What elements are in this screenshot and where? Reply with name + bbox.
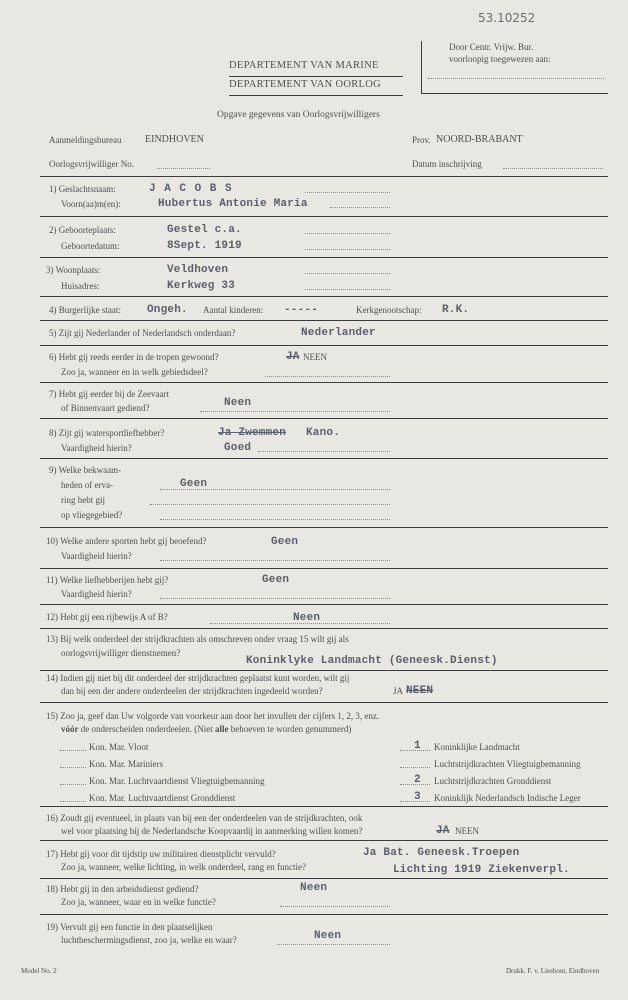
- divider-5: [40, 345, 608, 346]
- q17-label-a: 17) Hebt gij voor dit tijdstip uw militairen dienstplicht vervuld?: [46, 849, 276, 859]
- q3-label-a: 3) Woonplaats:: [46, 265, 101, 275]
- divider-13: [40, 670, 608, 671]
- q15-left-dots-2: [60, 784, 86, 785]
- q10-label-b: Vaardigheid hierin?: [61, 551, 132, 561]
- q11-dots: [160, 598, 390, 599]
- divider-17: [40, 878, 608, 879]
- q14-label-b: dan bij een der andere onderdeelen der strijdkrachten ingedeeld worden?: [61, 686, 323, 696]
- q14-struck: NEEN: [406, 685, 434, 697]
- q19-label-a: 19) Vervult gij een functie in den plaatselijken: [46, 922, 213, 932]
- box-line-2: voorloopig toegewezen aan:: [449, 54, 551, 64]
- q15-right-option-1: Luchtstrijdkrachten Vliegtuigbemanning: [434, 759, 581, 769]
- box-left-border: [421, 41, 422, 93]
- q11-value: Geen: [262, 574, 290, 586]
- q18-value: Neen: [300, 882, 328, 894]
- q19-value: Neen: [314, 930, 342, 942]
- q9-label-b: heden of erva-: [61, 480, 113, 490]
- q15-right-dots-1: [400, 767, 430, 768]
- q6-value: NEEN: [303, 352, 327, 362]
- q2-dots-a: [305, 233, 390, 234]
- q15-left-dots-0: [60, 750, 86, 751]
- q2-value-b: 8Sept. 1919: [167, 240, 242, 252]
- archive-number: 53.10252: [478, 11, 536, 25]
- q19-label-b: luchtbeschermingsdienst, zoo ja, welke en waar?: [61, 935, 237, 945]
- divider-0: [40, 176, 608, 177]
- q3-dots-b: [305, 289, 390, 290]
- divider-9: [40, 527, 608, 528]
- q8-value-b: Goed: [224, 442, 252, 454]
- bureau-value: EINDHOVEN: [145, 134, 204, 145]
- q9-dots-b: [150, 504, 390, 505]
- q16-value: NEEN: [455, 826, 479, 836]
- q16-struck: JA: [436, 825, 450, 837]
- q4-value-a: Ongeh.: [147, 304, 188, 316]
- q15-right-option-3: Koninklijk Nederlandsch Indische Leger: [434, 793, 581, 803]
- q15-left-option-1: Kon. Mar. Mariniers: [89, 759, 163, 769]
- divider-7: [40, 418, 608, 419]
- q15-label-b: [61, 724, 351, 735]
- date-dots: [503, 168, 603, 169]
- q4-value-b: -----: [284, 304, 319, 316]
- q14-label-a: 14) Indien gij niet bij dit onderdeel der strijdkrachten geplaatst kunt worden, wilt gij: [46, 673, 350, 683]
- box-line-1: Door Centr. Vrijw. Bur.: [449, 42, 534, 52]
- q15-right-number-0: 1: [414, 740, 421, 752]
- divider-18: [40, 914, 608, 915]
- q2-label-a: 2) Geboorteplaats:: [49, 225, 116, 235]
- q15-label-a: 15) Zoo ja, geef dan Uw volgorde van voorkeur aan door het invullen der cijfers 1, 2, 3, enz.: [46, 711, 380, 721]
- department-marine: DEPARTEMENT VAN MARINE: [229, 60, 379, 71]
- q10-value: Geen: [271, 536, 299, 548]
- divider-16: [40, 840, 608, 841]
- divider-4: [40, 320, 608, 321]
- q19-dots: [277, 944, 390, 945]
- q4-label-a: 4) Burgerlijke staat:: [49, 305, 121, 315]
- q2-label-b: Geboortedatum:: [61, 241, 120, 251]
- box-bottom-border: [421, 93, 608, 94]
- q18-label-b: Zoo ja, wanneer, waar en in welke functie?: [61, 897, 216, 907]
- q6-struck: JA: [286, 351, 300, 363]
- q9-value: Geen: [180, 478, 208, 490]
- department-divider: [229, 76, 403, 77]
- q18-label-a: 18) Hebt gij in den arbeidsdienst gediend?: [46, 884, 199, 894]
- volunteer-no-dots: [157, 168, 210, 169]
- divider-6: [40, 382, 608, 383]
- q12-value: Neen: [293, 612, 321, 624]
- q15-right-option-0: Koninklijke Landmacht: [434, 742, 520, 752]
- q9-label-a: 9) Welke bekwaam-: [49, 465, 122, 475]
- q1-dots-a: [305, 192, 390, 193]
- q1-value-a: J A C O B S: [149, 183, 233, 195]
- q1-label-b: Voorn(aa)m(en):: [61, 199, 121, 209]
- q15-left-dots-1: [60, 767, 86, 768]
- q7-value: Neen: [224, 397, 252, 409]
- divider-11: [40, 604, 608, 605]
- department-oorlog: DEPARTEMENT VAN OORLOG: [229, 79, 382, 90]
- q2-dots-b: [305, 249, 390, 250]
- q15-text-2: behoeven te worden genummerd): [230, 724, 352, 734]
- q11-label-b: Vaardigheid hierin?: [61, 589, 132, 599]
- divider-10: [40, 568, 608, 569]
- q17-value-a: Ja Bat. Geneesk.Troepen: [363, 847, 520, 859]
- q15-left-option-3: Kon. Mar. Luchtvaartdienst Gronddienst: [89, 793, 236, 803]
- q6-label-b: Zoo ja, wanneer en in welk gebiedsdeel?: [61, 367, 208, 377]
- q9-label-d: op vliegegebied?: [61, 510, 123, 520]
- divider-1: [40, 216, 608, 217]
- q18-dots: [280, 906, 390, 907]
- q15-voor: vóór: [61, 724, 79, 734]
- q15-left-dots-3: [60, 801, 86, 802]
- divider-12: [40, 628, 608, 629]
- q4-label-c: Kerkgenootschap:: [356, 305, 422, 315]
- q15-text-1: de onderscheiden onderdeelen. (Niet: [80, 724, 213, 734]
- q17-label-b: Zoo ja, wanneer, welke lichting, in welk onderdeel, rang en functie?: [61, 862, 307, 872]
- q9-dots-c: [160, 519, 390, 520]
- q8-label-a: 8) Zijt gij watersportliefhebber?: [49, 428, 165, 438]
- footer-printer: Drukk. F. v. Liesbout, Eindhoven: [506, 967, 600, 975]
- province-value: NOORD-BRABANT: [436, 134, 523, 145]
- q17-value-b: Lichting 1919 Ziekenverpl.: [393, 864, 570, 876]
- q13-label-b: oorlogsvrijwilliger dienstnemen?: [61, 648, 181, 658]
- q1-value-b: Hubertus Antonie Maria: [158, 198, 308, 210]
- volunteer-no-label: Oorlogsvrijwilliger No.: [49, 159, 134, 169]
- department-underline: [229, 95, 403, 96]
- q2-value-a: Gestel c.a.: [167, 224, 242, 236]
- q9-label-c: ring hebt gij: [61, 495, 105, 505]
- q13-label-a: 13) Bij welk onderdeel der strijdkrachten als omschreven onder vraag 15 wilt gij als: [46, 634, 349, 644]
- q13-value: Koninklyke Landmacht (Geneesk.Dienst): [246, 655, 498, 667]
- q11-label-a: 11) Welke liefhebberijen hebt gij?: [46, 575, 169, 585]
- q8-struck: Ja Zwemmen: [218, 427, 287, 439]
- q7-label-a: 7) Hebt gij eerder bij de Zeevaart: [49, 389, 169, 399]
- q4-label-b: Aantal kinderen:: [203, 305, 264, 315]
- q6-label-a: 6) Hebt gij reeds eerder in de tropen gewoond?: [49, 352, 219, 362]
- date-label: Datum inschrijving: [412, 159, 482, 169]
- q15-right-number-2: 2: [414, 774, 421, 786]
- q16-label-a: 16) Zoudt gij eventueel, in plaats van bij een der onderdeelen van de strijdkrachten, ook: [46, 813, 363, 823]
- q3-label-b: Huisadres:: [61, 281, 100, 291]
- q16-label-b: wel voor plaatsing bij de Nederlandsche Koopvaardij in aanmerking willen komen?: [61, 826, 363, 836]
- q14-value: JA: [393, 686, 404, 696]
- q15-alle: alle: [214, 724, 229, 734]
- q15-right-number-3: 3: [414, 791, 421, 803]
- q15-right-option-2: Luchtstrijdkrachten Gronddienst: [434, 776, 552, 786]
- q3-value-a: Veldhoven: [167, 264, 229, 276]
- divider-14: [40, 702, 608, 703]
- footer-model: Model No. 2: [21, 967, 57, 975]
- q15-left-option-2: Kon. Mar. Luchtvaartdienst Vliegtuigbemanning: [89, 776, 265, 786]
- q5-label: 5) Zijt gij Nederlander of Nederlandsch onderdaan?: [49, 328, 236, 338]
- form-title: Opgave gegevens van Oorlogsvrijwilligers: [217, 110, 380, 120]
- q5-value: Nederlander: [301, 327, 376, 339]
- q9-dots-a: [160, 489, 390, 490]
- q1-label-a: 1) Geslachtsnaam:: [49, 184, 116, 194]
- q10-dots: [160, 560, 390, 561]
- q3-value-b: Kerkweg 33: [167, 280, 236, 292]
- q6-dots: [265, 376, 390, 377]
- q12-dots: [210, 623, 390, 624]
- q10-label-a: 10) Welke andere sporten hebt gij beoefend?: [46, 536, 207, 546]
- q8-label-b: Vaardigheid hierin?: [61, 443, 132, 453]
- q7-label-b: of Binnenvaart gediend?: [61, 403, 150, 413]
- divider-3: [40, 296, 608, 297]
- q4-value-c: R.K.: [442, 304, 470, 316]
- box-dotted-line: [428, 78, 604, 79]
- q15-left-option-0: Kon. Mar. Vloot: [89, 742, 149, 752]
- q1-dots-b: [330, 207, 390, 208]
- q8-dots: [258, 451, 390, 452]
- divider-15: [40, 806, 608, 807]
- q7-dots: [200, 411, 390, 412]
- q3-dots-a: [305, 273, 390, 274]
- divider-8: [40, 458, 608, 459]
- q12-label: 12) Hebt gij een rijbewijs A of B?: [46, 612, 168, 622]
- divider-2: [40, 257, 608, 258]
- bureau-label: Aanmeldingsbureau: [49, 135, 122, 145]
- province-label: Prov.: [412, 135, 431, 145]
- q8-value-a: Kano.: [306, 427, 341, 439]
